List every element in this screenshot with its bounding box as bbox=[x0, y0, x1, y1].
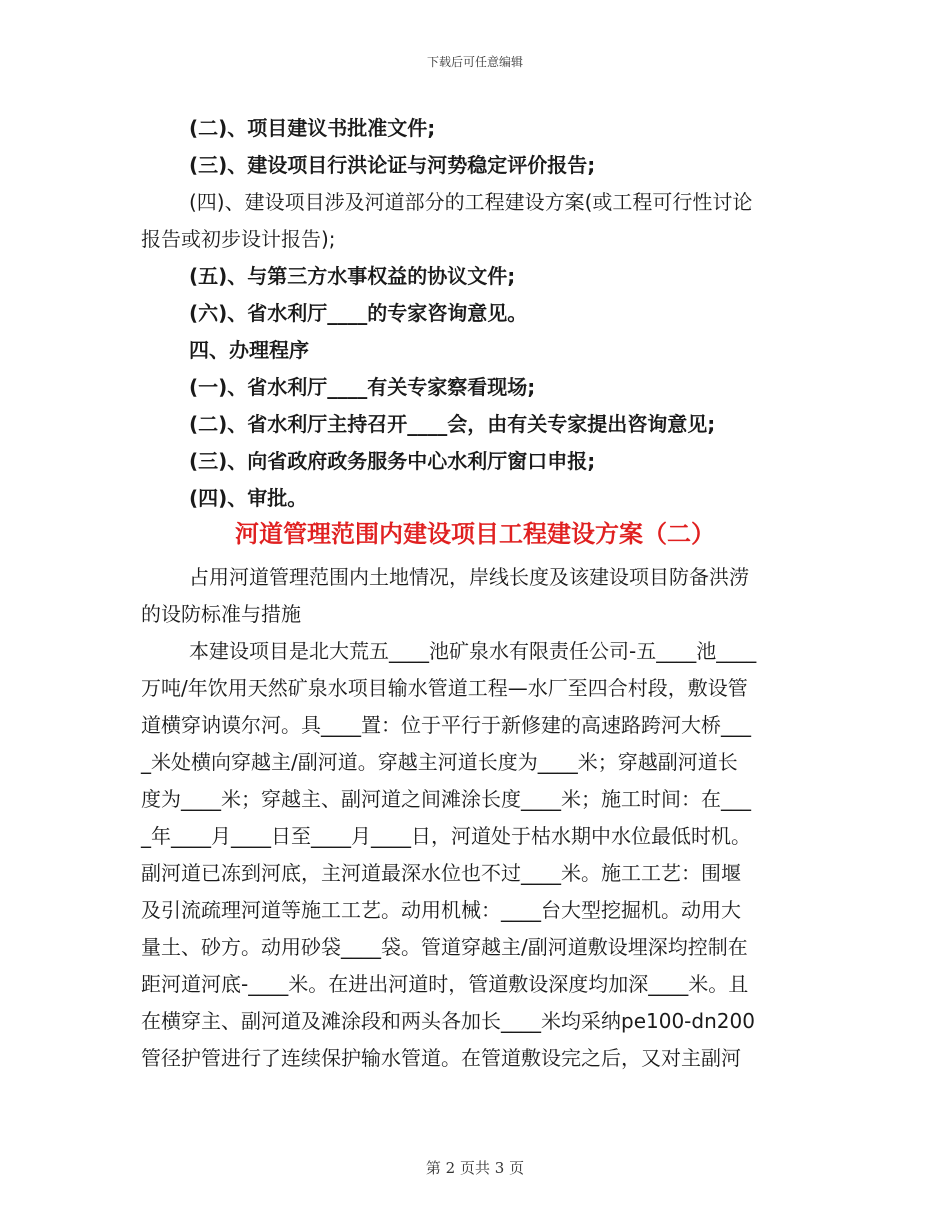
doc-line: (二)、省水利厅主持召开____会，由有关专家提出咨询意见; bbox=[189, 412, 716, 436]
page-header: 下载后可任意编辑 bbox=[426, 55, 523, 69]
doc-line: (四)、审批。 bbox=[189, 486, 308, 510]
paragraph-line: 在横穿主、副河道及滩涂段和两头各加长____米均采纳pe100-dn200 bbox=[141, 1009, 755, 1033]
doc-line: (三)、向省政府政务服务中心水利厅窗口申报; bbox=[189, 449, 596, 473]
doc-line: (四)、建设项目涉及河道部分的工程建设方案(或工程可行性讨论 bbox=[189, 190, 753, 214]
paragraph-line: 管径护管进行了连续保护输水管道。在管道敷设完之后，又对主副河 bbox=[141, 1046, 741, 1070]
page-footer: 第 2 页共 3 页 bbox=[425, 1159, 525, 1177]
paragraph-line: 距河道河底-____米。在进出河道时，管道敷设深度均加深____米。且 bbox=[141, 972, 749, 996]
paragraph-line: 量土、砂方。动用砂袋____袋。管道穿越主/副河道敷设埋深均控制在 bbox=[141, 935, 748, 959]
paragraph-line: 的设防标准与措施 bbox=[141, 602, 301, 626]
paragraph-line: 占用河道管理范围内土地情况，岸线长度及该建设项目防备洪涝 bbox=[189, 565, 749, 589]
doc-line: (五)、与第三方水事权益的协议文件; bbox=[189, 264, 516, 288]
paragraph-line: 副河道已冻到河底，主河道最深水位也不过____米。施工工艺：围堰 bbox=[141, 861, 741, 885]
paragraph-line: _米处横向穿越主/副河道。穿越主河道长度为____米；穿越副河道长 bbox=[141, 750, 738, 774]
paragraph-line: _年____月____日至____月____日，河道处于枯水期中水位最低时机。 bbox=[141, 824, 751, 848]
doc-line: (六)、省水利厅____的专家咨询意见。 bbox=[189, 301, 528, 325]
paragraph-line: 及引流疏理河道等施工工艺。动用机械：____台大型挖掘机。动用大 bbox=[141, 898, 741, 922]
doc-line: 报告或初步设计报告); bbox=[141, 227, 336, 251]
paragraph-line: 道横穿讷谟尔河。具____置：位于平行于新修建的高速路跨河大桥___ bbox=[141, 713, 751, 737]
paragraph-line: 本建设项目是北大荒五____池矿泉水有限责任公司-五____池____ bbox=[189, 639, 757, 663]
doc-title: 河道管理范围内建设项目工程建设方案（二） bbox=[235, 520, 715, 548]
paragraph-line: 万吨/年饮用天然矿泉水项目输水管道工程—水厂至四合村段，敷设管 bbox=[141, 676, 748, 700]
doc-line: (一)、省水利厅____有关专家察看现场; bbox=[189, 375, 536, 399]
paragraph-line: 度为____米；穿越主、副河道之间滩涂长度____米；施工时间：在___ bbox=[141, 787, 751, 811]
doc-line: (二)、项目建议书批准文件; bbox=[189, 116, 436, 140]
section-heading: 四、办理程序 bbox=[189, 338, 309, 362]
doc-line: (三)、建设项目行洪论证与河势稳定评价报告; bbox=[189, 153, 596, 177]
